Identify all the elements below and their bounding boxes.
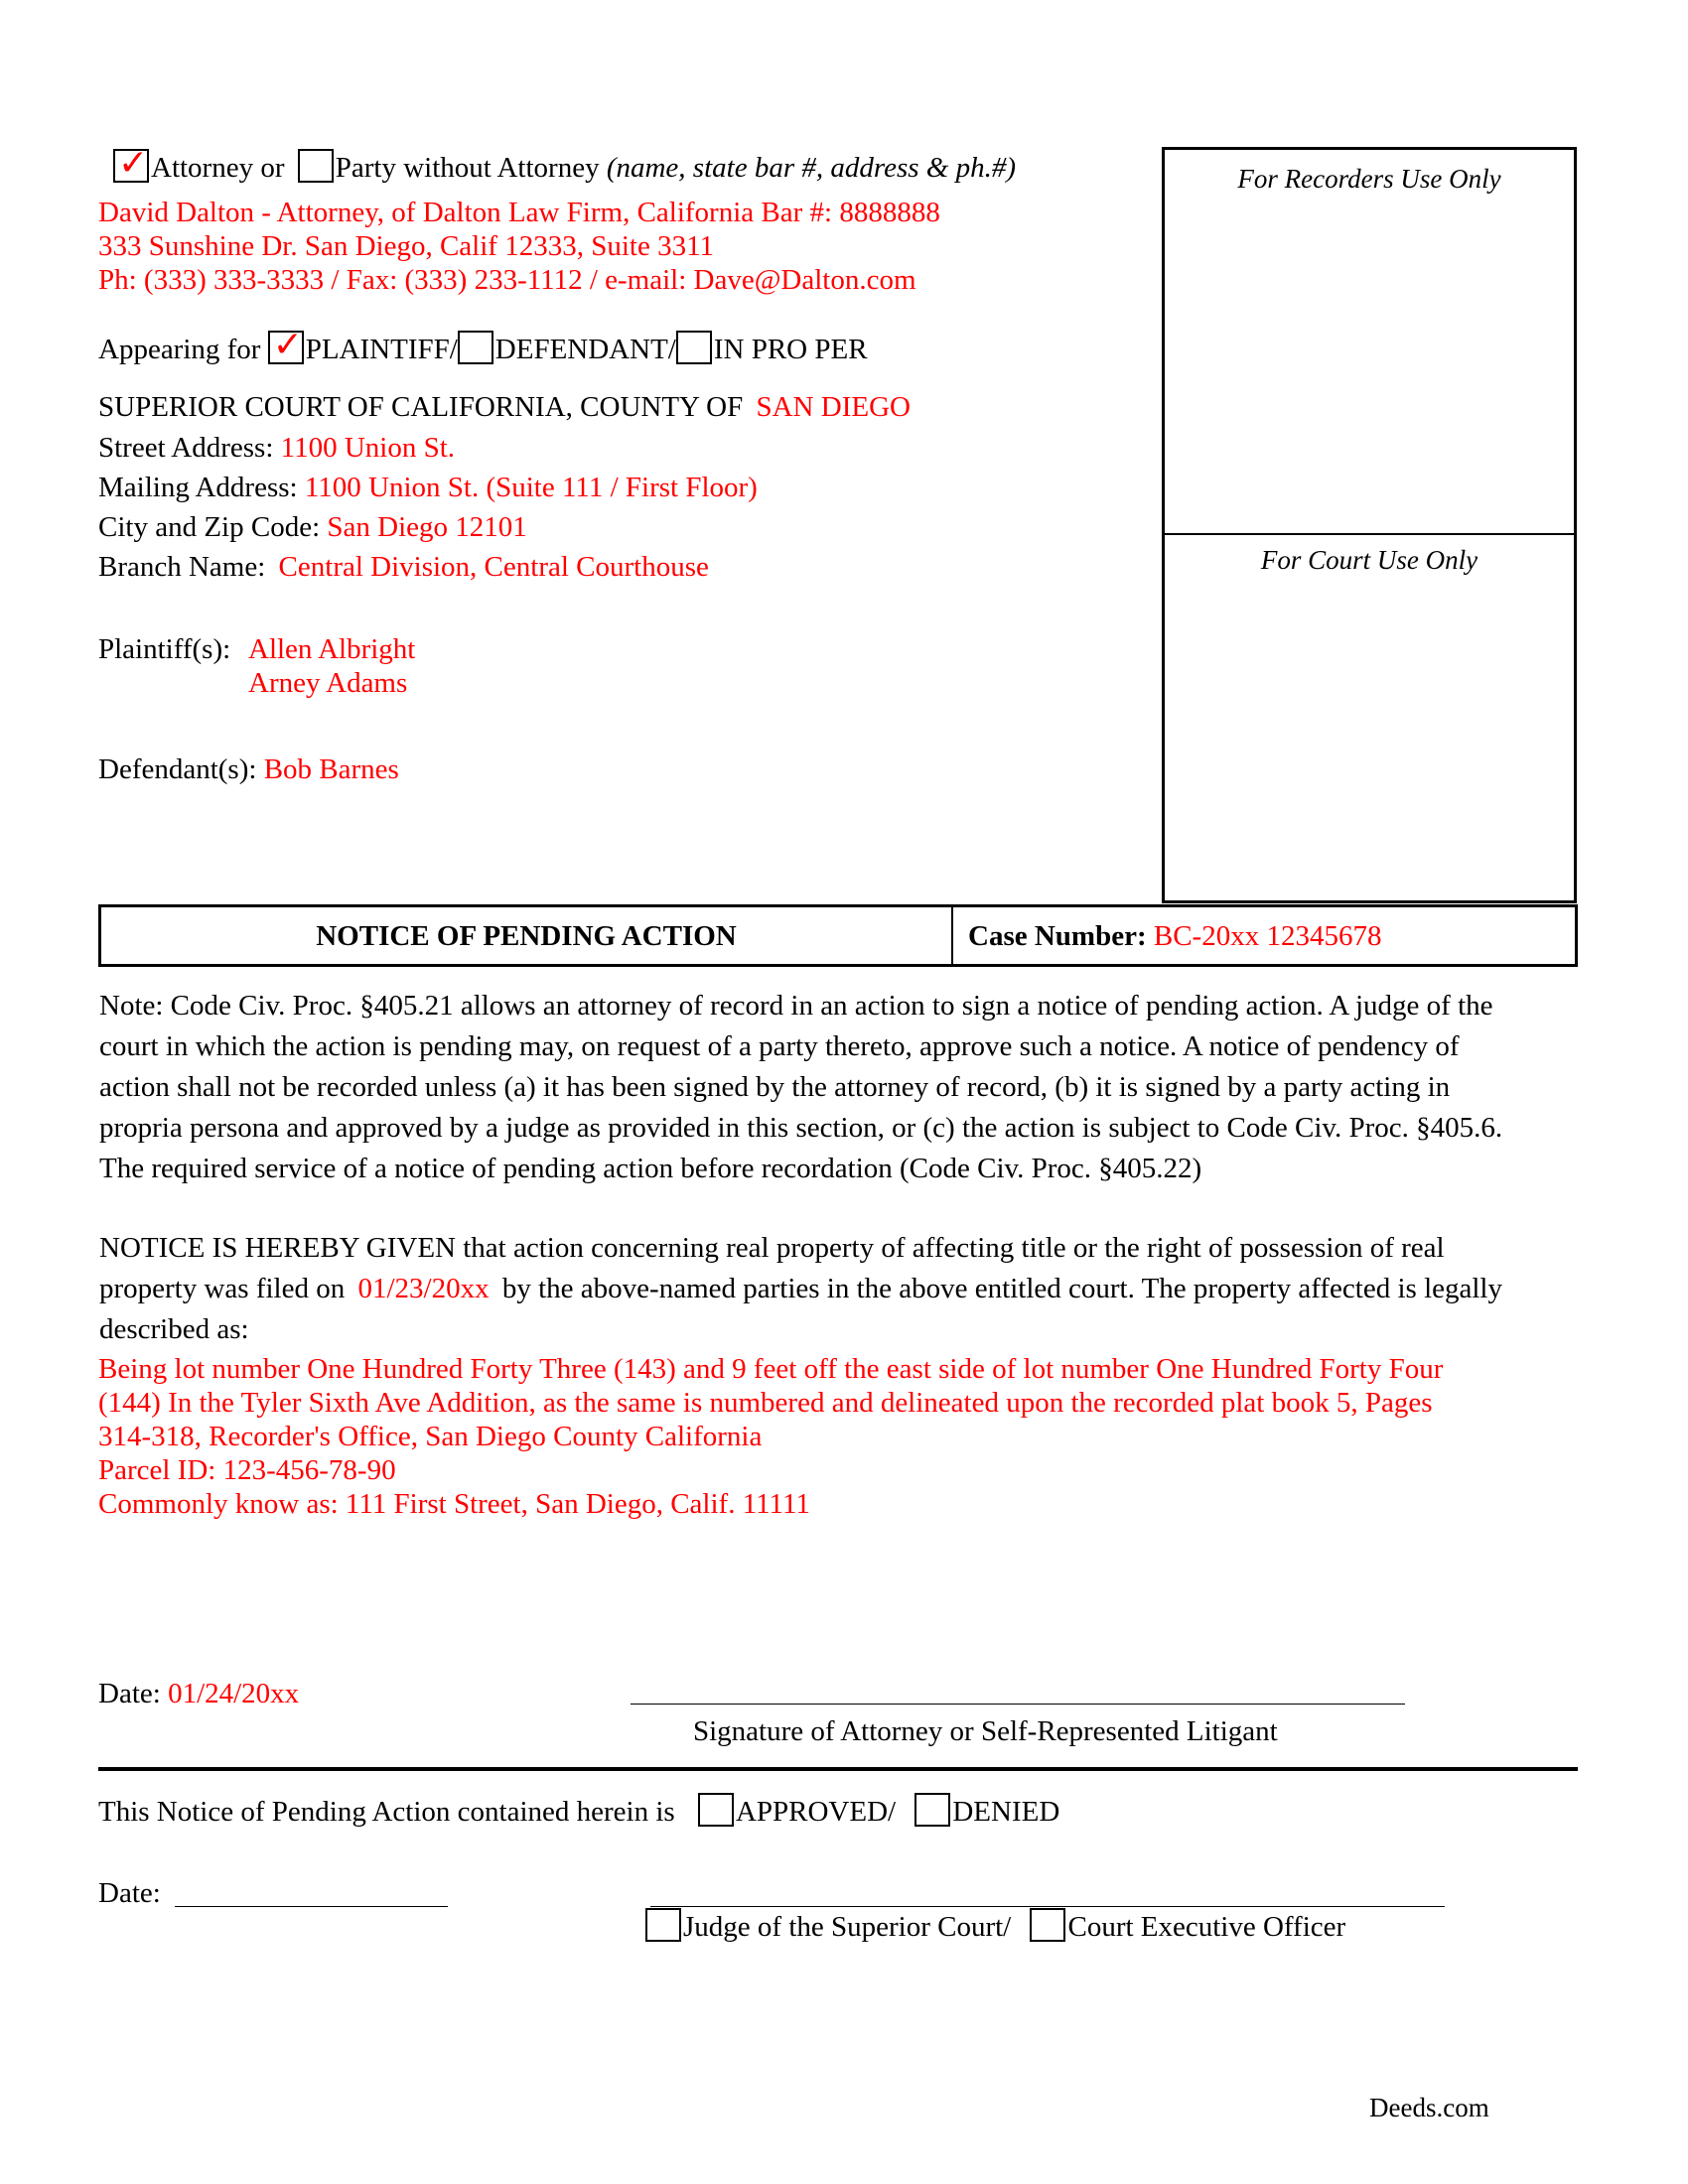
attorney-line-2: 333 Sunshine Dr. San Diego, Calif 12333, Suite 3311 xyxy=(98,230,714,262)
party-without-attorney-checkbox[interactable] xyxy=(298,149,334,183)
document-title: NOTICE OF PENDING ACTION xyxy=(316,920,737,952)
city-value: San Diego 12101 xyxy=(327,511,527,543)
approval-date-label: Date: xyxy=(98,1877,161,1909)
defendant-name: Bob Barnes xyxy=(263,753,399,785)
check-mark-icon: ✓ xyxy=(118,143,149,184)
case-number-label: Case Number: xyxy=(968,920,1147,952)
city-label: City and Zip Code: xyxy=(98,511,321,543)
notice-line-1: NOTICE IS HEREBY GIVEN that action concerning real property of affecting title or the right of possession of real xyxy=(99,1232,1445,1264)
denied-checkbox[interactable] xyxy=(914,1793,950,1827)
note-line: court in which the action is pending may, on request of a party thereto, approve such a notice. A notice of pendency of xyxy=(99,1030,1460,1062)
check-mark-icon: ✓ xyxy=(272,325,303,365)
attorney-checkbox[interactable] xyxy=(113,143,149,184)
recorders-use-label: For Recorders Use Only xyxy=(1237,164,1501,194)
attorney-type-row xyxy=(113,143,1016,185)
branch-row xyxy=(98,550,709,584)
defendant-label: DEFENDANT/ xyxy=(494,334,676,365)
note-line: Note: Code Civ. Proc. §405.21 allows an attorney of record in an action to sign a notice of pending action. A judge of the xyxy=(99,990,1493,1022)
defendant-row xyxy=(98,752,399,786)
branch-label: Branch Name: xyxy=(98,551,266,583)
defendants-label: Defendant(s): xyxy=(98,753,257,785)
legal-line: Commonly know as: 111 First Street, San Diego, Calif. 11111 xyxy=(98,1488,810,1520)
legal-line: 314-318, Recorder's Office, San Diego County California xyxy=(98,1421,763,1452)
footer-brand: Deeds.com xyxy=(1369,2093,1489,2122)
case-number-value: BC-20xx 12345678 xyxy=(1153,920,1382,952)
branch-value: Central Division, Central Courthouse xyxy=(278,551,709,583)
defendant-checkbox[interactable] xyxy=(458,331,493,364)
approved-label: APPROVED/ xyxy=(735,1796,897,1828)
attorney-line-1: David Dalton - Attorney, of Dalton Law Firm, California Bar #: 8888888 xyxy=(98,197,940,228)
note-line: action shall not be recorded unless (a) it has been signed by the attorney of record, (b) it is signed by a party acting in xyxy=(99,1071,1451,1103)
in-pro-per-label: IN PRO PER xyxy=(713,334,868,365)
plaintiff-label: PLAINTIFF/ xyxy=(305,334,458,365)
attorney-line-3: Ph: (333) 333-3333 / Fax: (333) 233-1112 / e-mail: Dave@Dalton.com xyxy=(98,264,916,296)
section-divider xyxy=(98,1767,1578,1771)
signature-line[interactable] xyxy=(631,1704,1405,1705)
legal-line: Parcel ID: 123-456-78-90 xyxy=(98,1454,396,1486)
legal-line: Being lot number One Hundred Forty Three (143) and 9 feet off the east side of lot number One Hundred Forty Four xyxy=(98,1353,1444,1385)
note-line: The required service of a notice of pending action before recordation (Code Civ. Proc. §405.22) xyxy=(99,1153,1202,1184)
title-divider xyxy=(951,907,953,964)
in-pro-per-checkbox[interactable] xyxy=(676,331,712,364)
court-row xyxy=(98,390,911,424)
recorder-court-box xyxy=(1162,147,1577,903)
judge-label: Judge of the Superior Court/ xyxy=(683,1911,1012,1943)
party-without-attorney-label: Party without Attorney xyxy=(335,152,600,184)
judge-signature-line[interactable] xyxy=(650,1906,1445,1907)
court-use-label: For Court Use Only xyxy=(1260,545,1478,575)
legal-line: (144) In the Tyler Sixth Ave Addition, as the same is numbered and delineated upon the recorded plat book 5, Pages xyxy=(98,1387,1433,1419)
plaintiff-name-2: Arney Adams xyxy=(248,667,408,699)
plaintiff-checkbox[interactable] xyxy=(268,325,304,365)
notice-line-2 xyxy=(99,1269,1589,1309)
mailing-value: 1100 Union St. (Suite 111 / First Floor) xyxy=(304,472,758,503)
note-line: propria persona and approved by a judge as provided in this section, or (c) the action is subject to Code Civ. Proc. §405.6. xyxy=(99,1112,1503,1144)
notice-filed-suffix: by the above-named parties in the above entitled court. The property affected is legally xyxy=(501,1273,1502,1304)
judge-officer-row xyxy=(645,1908,1345,1944)
appearing-for-label: Appearing for xyxy=(98,334,261,365)
street-row xyxy=(98,431,455,465)
officer-checkbox[interactable] xyxy=(1030,1908,1065,1942)
notice-filed-prefix: property was filed on xyxy=(99,1273,346,1304)
denied-label: DENIED xyxy=(952,1796,1060,1828)
court-county: SAN DIEGO xyxy=(756,391,911,423)
signature-label: Signature of Attorney or Self-Represented Litigant xyxy=(693,1715,1278,1747)
signature-date-label: Date: xyxy=(98,1678,161,1709)
title-bar xyxy=(98,904,1578,967)
note-paragraph xyxy=(99,986,1589,1189)
city-row xyxy=(98,510,527,544)
plaintiffs-label: Plaintiff(s): xyxy=(98,633,231,665)
signature-date-value: 01/24/20xx xyxy=(168,1678,300,1709)
plaintiff-name-1: Allen Albright xyxy=(248,633,416,665)
attorney-label: Attorney or xyxy=(151,152,285,184)
officer-label: Court Executive Officer xyxy=(1067,1911,1346,1943)
judge-checkbox[interactable] xyxy=(645,1908,681,1942)
signature-date-row xyxy=(98,1677,299,1710)
street-label: Street Address: xyxy=(98,432,274,464)
street-value: 1100 Union St. xyxy=(280,432,456,464)
notice-paragraph xyxy=(99,1228,1589,1350)
appearing-for-row xyxy=(98,325,868,366)
approval-text: This Notice of Pending Action contained herein is xyxy=(98,1796,675,1828)
approval-row xyxy=(98,1793,1059,1829)
party-hint: (name, state bar #, address & ph.#) xyxy=(606,152,1016,184)
legal-description xyxy=(98,1352,1443,1521)
filed-date: 01/23/20xx xyxy=(357,1273,490,1304)
court-label: SUPERIOR COURT OF CALIFORNIA, COUNTY OF xyxy=(98,391,744,423)
approved-checkbox[interactable] xyxy=(698,1793,734,1827)
mailing-row xyxy=(98,471,758,504)
case-number-row xyxy=(968,920,1381,953)
mailing-label: Mailing Address: xyxy=(98,472,298,503)
notice-line-3: described as: xyxy=(99,1313,249,1345)
approval-date-line[interactable] xyxy=(175,1906,448,1907)
box-divider xyxy=(1165,533,1574,535)
